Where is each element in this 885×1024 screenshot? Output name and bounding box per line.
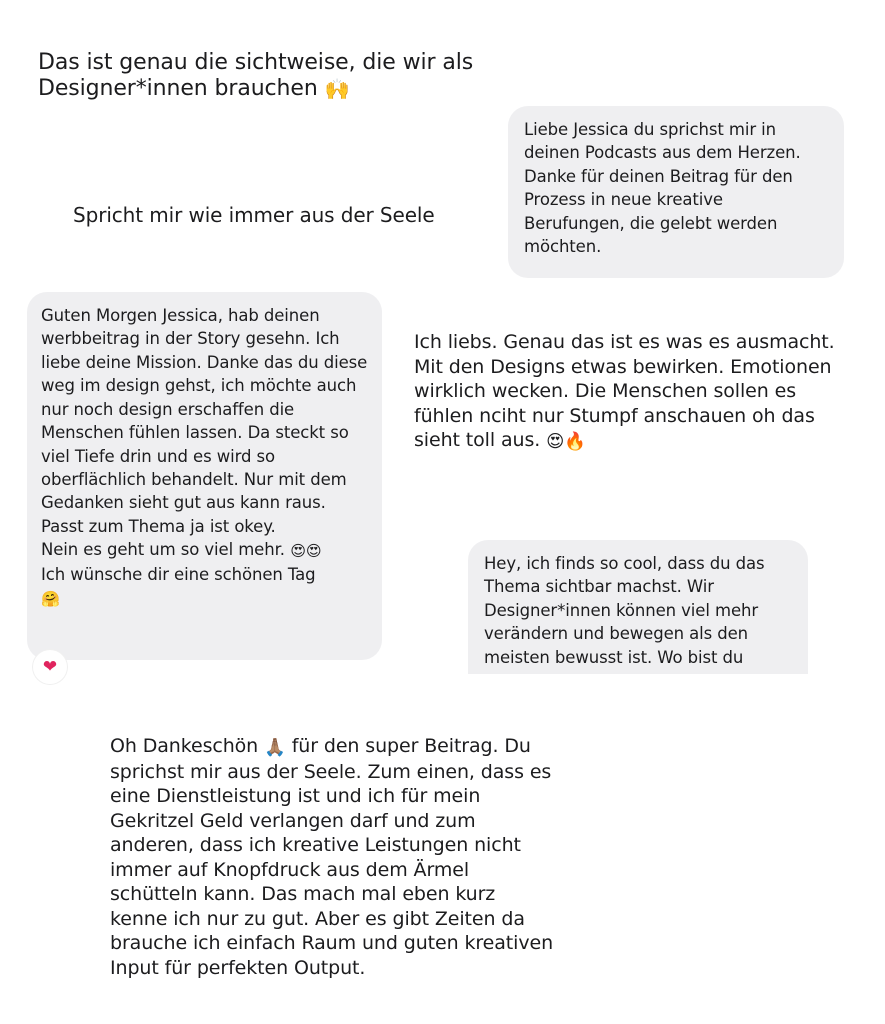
comment-text-b: für den super Beitrag. Du sprichst mir aus der Seele. Zum einen, dass es eine Dienstleistung ist und ich für mein Gekritzel Geld verlangen darf und zum anderen, dass ich kreative Leistungen nicht immer auf Knopfdruck aus dem Ärmel schütteln kann. Das mach mal eben kurz kenne ich nur zu gut. Aber es gibt Zeiten da brauche ich einfach Raum und guten kreativen Input für perfekten Output.: [110, 735, 554, 979]
comment-text: Ich liebs. Genau das ist es was es ausmacht. Mit den Designs etwas bewirken. Emotionen wirklich wecken. Die Menschen sollen es fühlen nciht nur Stumpf anschauen oh das sieht toll aus.: [414, 331, 835, 451]
comment-text-line-3: Ich wünsche dir eine schönen Tag 🤗: [41, 563, 368, 611]
folded-hands-emoji: 🙏🏽: [264, 738, 286, 758]
comment-text: Guten Morgen Jessica, hab deinen werbbeitrag in der Story gesehn. Ich liebe deine Mission. Danke das du diese weg im design gehst, ich möchte auch nur noch design erschaffen die Menschen fühlen lassen. Da steckt so viel Tiefe drin und es wird so oberflächlich behandelt. Nur mit dem Gedanken sieht gut aus kann raus. Passt zum Thema ja ist okey.: [41, 306, 368, 536]
heart-reaction-icon[interactable]: ❤: [33, 650, 67, 684]
comment-dankeschoen: [110, 734, 555, 980]
comment-text: Spricht mir wie immer aus der Seele: [73, 203, 435, 227]
comment-text: Hey, ich finds so cool, dass du das Thema sichtbar machst. Wir Designer*innen können viel mehr verändern und bewegen als den meisten bewusst ist. Wo bist du: [484, 554, 765, 667]
comment-bubble-guten-morgen: [27, 292, 382, 660]
comment-bubble-thema-sichtbar-clip: [468, 540, 808, 674]
comment-seele: [73, 203, 493, 227]
comment-text-a: Oh Dankeschön: [110, 735, 259, 757]
heart-eyes-emoji: 😍😍: [290, 542, 322, 561]
comment-text: Das ist genau die sichtweise, die wir als Designer*innen brauchen: [38, 50, 474, 102]
comment-text: Liebe Jessica du sprichst mir in deinen Podcasts aus dem Herzen. Danke für deinen Beitrag für den Prozess in neue kreative Berufungen, die gelebt werden möchten.: [524, 120, 801, 257]
comment-bubble-thema-sichtbar: [468, 540, 808, 674]
comment-ich-liebs: [414, 330, 854, 454]
comment-bubble-podcasts: [508, 106, 844, 278]
hugging-emoji: 🤗: [41, 590, 60, 609]
comment-text-line-2: Nein es geht um so viel mehr. 😍😍: [41, 538, 368, 563]
heart-eyes-fire-emoji: 😍🔥: [546, 432, 586, 452]
raising-hands-emoji: 🙌: [324, 77, 350, 102]
comment-designer-innen: [38, 50, 538, 103]
